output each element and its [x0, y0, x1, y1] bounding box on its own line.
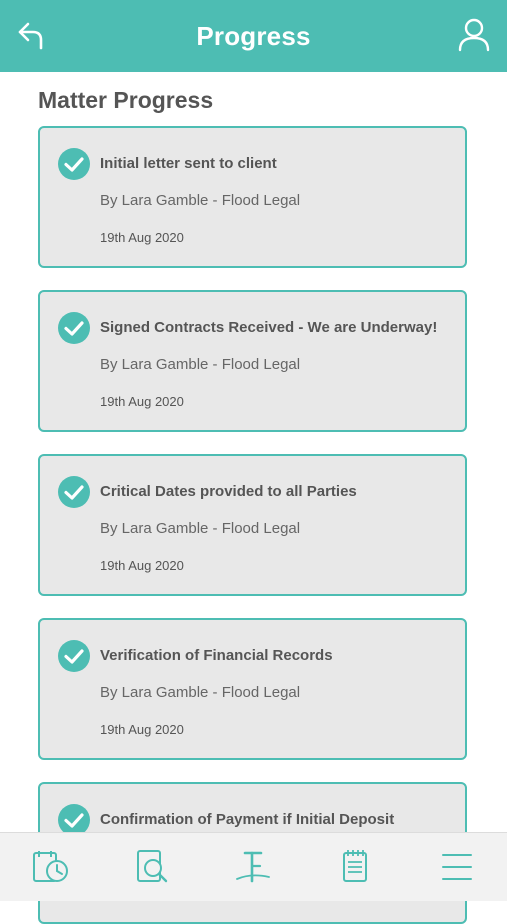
item-title: Signed Contracts Received - We are Underway! [100, 319, 438, 336]
item-title: Confirmation of Payment if Initial Deposit [100, 811, 395, 828]
check-circle-icon [57, 639, 91, 673]
progress-list[interactable] [0, 126, 507, 832]
item-date: 19th Aug 2020 [100, 558, 184, 573]
item-title: Critical Dates provided to all Parties [100, 483, 357, 500]
profile-button[interactable] [457, 17, 491, 53]
nav-menu-button[interactable] [437, 847, 477, 887]
page-title: Progress [196, 21, 311, 51]
check-circle-icon [57, 311, 91, 345]
item-date: 19th Aug 2020 [100, 394, 184, 409]
document-search-icon [133, 847, 173, 887]
section-title: Matter Progress [38, 87, 214, 113]
progress-item[interactable] [38, 454, 467, 596]
flood-legal-logo-icon [233, 847, 273, 887]
menu-icon [437, 847, 477, 887]
item-title: Verification of Financial Records [100, 647, 333, 664]
user-icon [457, 17, 491, 53]
calendar-clock-icon [31, 847, 71, 887]
item-author: By Lara Gamble - Flood Legal [100, 192, 301, 209]
item-author: By Lara Gamble - Flood Legal [100, 684, 301, 701]
item-date: 19th Aug 2020 [100, 230, 184, 245]
item-author: By Lara Gamble - Flood Legal [100, 520, 301, 537]
nav-timeline-button[interactable] [31, 847, 71, 887]
progress-item[interactable] [38, 126, 467, 268]
nav-notes-button[interactable] [335, 847, 375, 887]
item-title: Initial letter sent to client [100, 155, 277, 172]
item-date: 19th Aug 2020 [100, 722, 184, 737]
check-circle-icon [57, 147, 91, 181]
progress-item[interactable] [38, 618, 467, 760]
nav-home-button[interactable] [233, 847, 273, 887]
nav-search-documents-button[interactable] [133, 847, 173, 887]
bottom-nav [0, 832, 507, 901]
app-header [0, 0, 507, 72]
notepad-icon [335, 847, 375, 887]
item-author: By Lara Gamble - Flood Legal [100, 356, 301, 373]
check-circle-icon [57, 475, 91, 509]
progress-item[interactable] [38, 290, 467, 432]
